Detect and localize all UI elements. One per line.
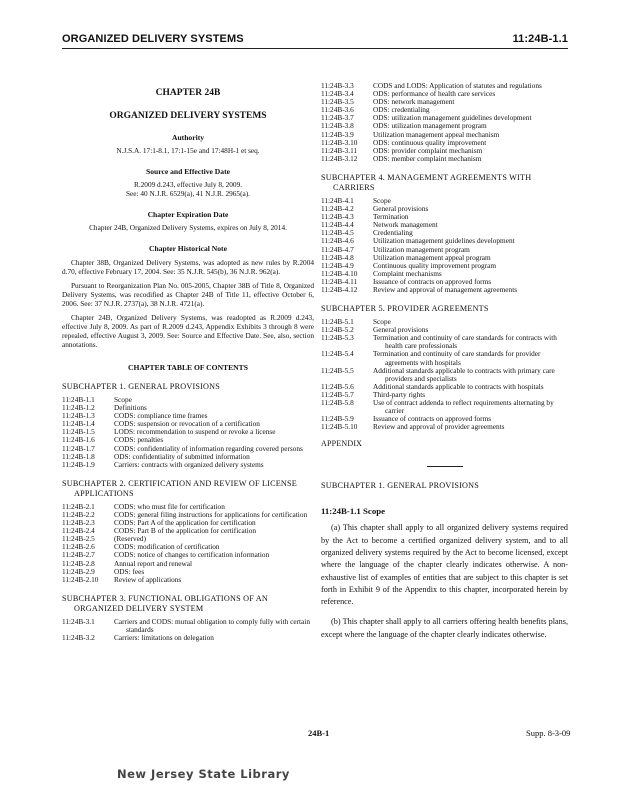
toc-entry-title: Carriers: limitations on delegation	[114, 632, 214, 642]
toc-entry-title: Scope	[373, 317, 391, 327]
toc-entry-number: 11:24B-4.10	[321, 268, 358, 278]
toc-entry-number: 11:24B-2.7	[62, 550, 95, 560]
toc-entry-title: ODS: utilization management program	[373, 121, 487, 131]
toc-entry-number: 11:24B-3.11	[321, 145, 358, 155]
toc-entry-title: Additional standards applicable to contracts with primary care providers and specialists	[373, 365, 555, 383]
toc-entry-title: Utilization management program	[373, 244, 470, 254]
toc-entry-number: 11:24B-3.8	[321, 121, 354, 131]
toc-entry-title: ODS: performance of health care services	[373, 89, 496, 99]
toc-entry-title: CODS: who must file for certification	[114, 501, 225, 511]
toc-entry-title: Annual report and renewal	[114, 558, 193, 568]
toc-entry-number: 11:24B-2.3	[62, 518, 95, 528]
toc-entry-number: 11:24B-2.8	[62, 558, 95, 568]
toc-entry-title: CODS: compliance time frames	[114, 411, 208, 421]
toc-entry-title: LODS: recommendation to suspend or revoke a license	[114, 427, 276, 437]
toc-entry-number: 11:24B-5.6	[321, 381, 354, 391]
toc-entry-number: 11:24B-4.3	[321, 212, 354, 222]
toc-entry-title: ODS: confidentiality of submitted information	[114, 451, 250, 461]
toc-entry	[321, 262, 568, 270]
toc-entry-number: 11:24B-5.4	[321, 349, 354, 359]
toc-entry-number: 11:24B-1.7	[62, 443, 95, 453]
toc-entry	[321, 399, 568, 415]
toc-entry	[321, 205, 568, 213]
toc-subchapter-1-list	[62, 396, 314, 469]
toc-subchapter-3-title: SUBCHAPTER 3. FUNCTIONAL OBLIGATIONS OF AN ORGANIZED DELIVERY SYSTEM	[62, 593, 268, 613]
toc-entry-title: ODS: utilization management guidelines development	[373, 113, 532, 123]
page-number: 24B-1	[308, 728, 330, 738]
toc-entry-title: Utilization management appeal program	[373, 252, 491, 262]
toc-heading: CHAPTER TABLE OF CONTENTS	[128, 363, 248, 372]
toc-entry-title: ODS: provider complaint mechanism	[373, 145, 483, 155]
toc-entry-title: Carriers: contracts with organized delivery systems	[114, 459, 264, 469]
history-paragraph-2: Pursuant to Reorganization Plan No. 005-2005, Chapter 38B of Title 8, Organized Delivery Systems, was recodified as Chapter 24B of Title 11, effective October 6, 2006. See: 37 N.J.R. 2737(a), 38 N.J.R. 4721(a).	[62, 281, 314, 308]
library-stamp: New Jersey State Library	[117, 767, 290, 781]
toc-entry-number: 11:24B-5.10	[321, 422, 358, 432]
toc-entry-number: 11:24B-1.2	[62, 403, 95, 413]
toc-entry-number: 11:24B-5.9	[321, 414, 354, 424]
toc-entry-title: Use of contract addenda to reflect requirements alternating by carrier	[373, 398, 554, 416]
history-paragraph-3: Chapter 24B, Organized Delivery Systems, was readopted as R.2009 d.243, effective July 8, 2009. As part of R.2009 d.243, Appendix Exhibits 3 through 8 were repealed, effective August 3, 2009. See: Source and Effective Date. See, also, section annotations.	[62, 313, 314, 349]
toc-entry	[62, 576, 314, 584]
toc-subchapter-2-list	[62, 503, 314, 584]
toc-subchapter-4-list	[321, 197, 568, 294]
toc-entry-title: Third-party rights	[373, 389, 426, 399]
chapter-number: CHAPTER 24B	[155, 88, 221, 98]
toc-entry-number: 11:24B-3.12	[321, 153, 358, 163]
toc-entry-title: ODS: continuous quality improvement	[373, 137, 487, 147]
toc-appendix: APPENDIX	[321, 439, 363, 449]
toc-entry-number: 11:24B-3.1	[62, 616, 95, 626]
toc-entry-number: 11:24B-3.5	[321, 97, 354, 107]
toc-entry-number: 11:24B-2.2	[62, 509, 95, 519]
toc-entry	[321, 286, 568, 294]
header-rule	[62, 48, 568, 49]
toc-entry-title: Review and approval of provider agreements	[373, 422, 505, 432]
toc-entry-number: 11:24B-4.12	[321, 284, 358, 294]
toc-entry-number: 11:24B-5.7	[321, 389, 354, 399]
toc-entry	[321, 155, 568, 163]
toc-entry-title: ODS: member complaint mechanism	[373, 153, 482, 163]
toc-entry-number: 11:24B-3.9	[321, 129, 354, 139]
toc-entry-title: CODS: Part A of the application for certification	[114, 518, 256, 528]
toc-entry-title: Definitions	[114, 403, 147, 413]
toc-entry-title: Scope	[114, 395, 132, 404]
toc-entry-number: 11:24B-5.2	[321, 325, 354, 335]
header-section: 11:24B-1.1	[512, 33, 568, 45]
toc-subchapter-3-list-a	[62, 618, 314, 642]
toc-entry-number: 11:24B-5.1	[321, 317, 354, 327]
toc-entry-number: 11:24B-3.10	[321, 137, 358, 147]
authority-text: N.J.S.A. 17:1-8.1, 17:1-15e and 17:48H-1 et seq.	[116, 146, 260, 155]
toc-entry-title: General provisions	[373, 325, 429, 335]
toc-entry-number: 11:24B-1.8	[62, 451, 95, 461]
toc-entry-number: 11:24B-4.4	[321, 220, 354, 230]
toc-entry	[321, 334, 568, 350]
toc-entry-title: CODS: Part B of the application for certification	[114, 526, 257, 536]
toc-entry-title: Carriers and CODS: mutual obligation to comply fully with certain standards	[114, 616, 310, 634]
toc-entry-title: ODS: credentialing	[373, 105, 430, 115]
supplement-date: Supp. 8-3-09	[526, 728, 571, 738]
toc-entry	[321, 213, 568, 221]
source-line-2: See: 40 N.J.R. 6529(a), 41 N.J.R. 2965(a).	[125, 189, 251, 198]
chapter-title: ORGANIZED DELIVERY SYSTEMS	[109, 111, 267, 121]
toc-entry-title: Scope	[373, 195, 391, 205]
toc-entry	[62, 527, 314, 535]
toc-entry	[62, 618, 314, 634]
toc-entry-title: Review and approval of management agreements	[373, 284, 518, 294]
toc-entry-title: CODS: suspension or revocation of a certification	[114, 419, 260, 429]
toc-entry-title: Continuous quality improvement program	[373, 260, 497, 270]
toc-entry-number: 11:24B-4.6	[321, 236, 354, 246]
expiration-heading: Chapter Expiration Date	[147, 210, 229, 219]
header-title: ORGANIZED DELIVERY SYSTEMS	[62, 33, 244, 45]
toc-entry-number: 11:24B-1.4	[62, 419, 95, 429]
toc-entry-number: 11:24B-2.4	[62, 526, 95, 536]
toc-entry-number: 11:24B-1.6	[62, 435, 95, 445]
scope-paragraph-b: (b) This chapter shall apply to all carriers offering health benefits plans, except where the language of the chapter clearly indicates otherwise.	[321, 617, 568, 639]
toc-entry	[321, 367, 568, 383]
toc-entry	[321, 98, 568, 106]
toc-entry-title: CODS: confidentiality of information regarding covered persons	[114, 443, 303, 453]
toc-entry-number: 11:24B-5.3	[321, 333, 354, 343]
toc-entry-number: 11:24B-4.8	[321, 252, 354, 262]
toc-subchapter-1-title: SUBCHAPTER 1. GENERAL PROVISIONS	[62, 382, 221, 391]
toc-entry-number: 11:24B-2.5	[62, 534, 95, 544]
toc-entry-number: 11:24B-3.4	[321, 89, 354, 99]
toc-entry-number: 11:24B-3.6	[321, 105, 354, 115]
toc-entry-title: ODS: fees	[114, 566, 145, 576]
toc-entry-title: Utilization management appeal mechanism	[373, 129, 500, 139]
toc-entry-title: Utilization management guidelines development	[373, 236, 515, 246]
toc-entry-title: Complaint mechanisms	[373, 268, 442, 278]
expiration-text: Chapter 24B, Organized Delivery Systems, expires on July 8, 2014.	[89, 223, 287, 232]
toc-entry-title: ODS: network management	[373, 97, 455, 107]
toc-entry-title: (Reserved)	[114, 534, 147, 544]
toc-entry-number: 11:24B-4.5	[321, 228, 354, 238]
toc-entry	[62, 634, 314, 642]
toc-entry-number: 11:24B-2.6	[62, 542, 95, 552]
toc-entry-number: 11:24B-4.1	[321, 195, 354, 205]
toc-entry-title: CODS: notice of changes to certification information	[114, 550, 270, 560]
toc-entry-title: General provisions	[373, 204, 429, 214]
toc-entry-title: Credentialing	[373, 228, 413, 238]
toc-entry	[62, 461, 314, 469]
toc-entry-title: CODS: general filing instructions for applications for certification	[114, 509, 308, 519]
left-column	[62, 82, 314, 642]
toc-entry-number: 11:24B-3.3	[321, 81, 354, 90]
toc-entry	[321, 221, 568, 229]
scope-paragraph-a: (a) This chapter shall apply to all organized delivery systems required by the Act to become a certified organized delivery system, and to all organized delivery systems required by the Act to become licensed, except where the language of the chapter clearly indicates otherwise. A non-exhaustive list of examples of entities that are subject to this chapter is set forth in Exhibit 9 of the Appendix to this chapter, incorporated herein by reference.	[321, 523, 568, 607]
toc-entry-title: CODS: modification of certification	[114, 542, 220, 552]
subchapter-heading: SUBCHAPTER 1. GENERAL PROVISIONS	[321, 481, 480, 491]
toc-entry-number: 11:24B-1.5	[62, 427, 95, 437]
toc-entry	[321, 383, 568, 391]
toc-entry-number: 11:24B-2.10	[62, 574, 99, 584]
toc-entry-number: 11:24B-1.3	[62, 411, 95, 421]
toc-entry	[321, 350, 568, 366]
toc-subchapter-3-list-b	[321, 82, 568, 163]
toc-entry-number: 11:24B-4.11	[321, 276, 358, 286]
toc-entry-number: 11:24B-3.7	[321, 113, 354, 123]
source-line-1: R.2009 d.243, effective July 8, 2009.	[133, 180, 243, 189]
history-paragraph-1: Chapter 38B, Organized Delivery Systems, was adopted as new rules by R.2004 d.70, effective February 17, 2004. See: 35 N.J.R. 545(b), 36 N.J.R. 962(a).	[62, 258, 314, 276]
toc-entry-number: 11:24B-5.5	[321, 365, 354, 375]
toc-entry	[62, 396, 314, 404]
toc-entry-number: 11:24B-1.9	[62, 459, 95, 469]
toc-entry-title: Review of applications	[114, 574, 182, 584]
toc-entry-title: CODS and LODS: Application of statutes and regulations	[373, 81, 542, 90]
toc-entry	[62, 568, 314, 576]
source-heading: Source and Effective Date	[145, 167, 230, 176]
toc-entry	[62, 560, 314, 568]
toc-entry-number: 11:24B-2.9	[62, 566, 95, 576]
toc-entry-title: Termination and continuity of care standards for provider agreements with hospitals	[373, 349, 541, 367]
toc-entry-number: 11:24B-4.2	[321, 204, 354, 214]
toc-entry-title: Issuance of contracts on approved forms	[373, 276, 492, 286]
running-header	[62, 33, 568, 45]
toc-entry	[62, 428, 314, 436]
toc-entry-number: 11:24B-4.9	[321, 260, 354, 270]
toc-entry-number: 11:24B-1.1	[62, 395, 95, 404]
toc-entry-number: 11:24B-3.2	[62, 632, 95, 642]
toc-entry	[321, 318, 568, 326]
toc-entry-title: Additional standards applicable to contracts with hospitals	[373, 381, 544, 391]
toc-entry-number: 11:24B-2.1	[62, 501, 95, 511]
toc-subchapter-5-list	[321, 318, 568, 431]
toc-entry-number: 11:24B-4.7	[321, 244, 354, 254]
toc-subchapter-2-title: SUBCHAPTER 2. CERTIFICATION AND REVIEW OF LICENSE APPLICATIONS	[62, 478, 298, 498]
toc-entry-title: Termination and continuity of care standards for contracts with health care professionals	[373, 333, 557, 351]
right-column	[321, 82, 568, 641]
toc-entry	[321, 197, 568, 205]
toc-subchapter-4-title: SUBCHAPTER 4. MANAGEMENT AGREEMENTS WITH CARRIERS	[321, 172, 532, 192]
toc-entry-title: Termination	[373, 212, 409, 222]
authority-heading: Authority	[171, 133, 205, 142]
toc-entry-title: Issuance of contracts on approved forms	[373, 414, 492, 424]
section-heading: 11:24B-1.1 Scope	[321, 506, 386, 517]
toc-entry	[321, 423, 568, 431]
toc-entry-title: Network management	[373, 220, 438, 230]
toc-subchapter-5-title: SUBCHAPTER 5. PROVIDER AGREEMENTS	[321, 304, 489, 314]
toc-entry-title: CODS: penalties	[114, 435, 164, 445]
section-divider	[427, 466, 463, 467]
toc-entry-number: 11:24B-5.8	[321, 398, 354, 407]
history-heading: Chapter Historical Note	[149, 244, 227, 253]
